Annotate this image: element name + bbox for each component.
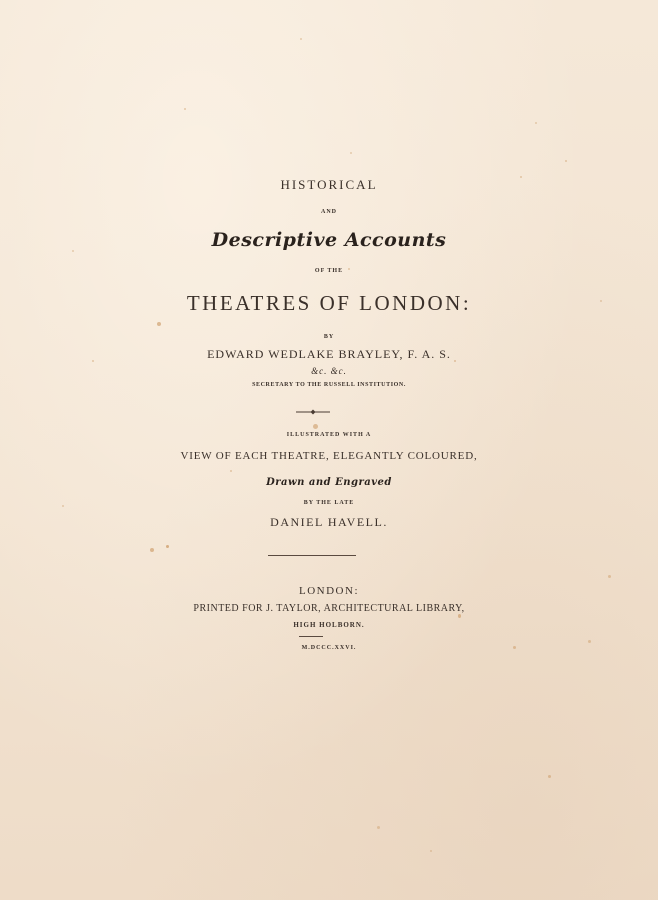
foxing-spot — [150, 548, 154, 552]
title-line-descriptive-accounts: Descriptive Accounts — [211, 229, 447, 251]
divider-rule — [268, 555, 356, 556]
imprint-year: M.DCCC.XXVI. — [301, 645, 357, 651]
ornamental-rule-icon — [296, 409, 330, 415]
foxing-spot — [548, 775, 551, 778]
foxing-spot — [157, 322, 161, 326]
illustrated-line: ILLUSTRATED WITH A — [286, 432, 372, 438]
title-line-of-the: OF THE — [314, 268, 344, 274]
title-line-theatres: THEATRES OF LONDON: — [186, 291, 472, 315]
foxing-spot — [300, 38, 302, 40]
foxing-spot — [184, 108, 186, 110]
by-the-late-line: BY THE LATE — [303, 500, 355, 506]
title-line-historical: HISTORICAL — [280, 177, 378, 192]
artist-name: DANIEL HAVELL. — [270, 515, 388, 529]
title-line-by: BY — [323, 334, 335, 340]
view-line: VIEW OF EACH THEATRE, ELEGANTLY COLOURED, — [180, 450, 478, 462]
short-rule — [299, 636, 323, 637]
imprint-printer: PRINTED FOR J. TAYLOR, ARCHITECTURAL LIBRARY, — [193, 603, 465, 614]
foxing-spot — [608, 575, 611, 578]
etc-mark: &c. &c. — [311, 366, 347, 376]
foxing-spot — [565, 160, 567, 162]
imprint-city: LONDON: — [299, 585, 359, 597]
foxing-spot — [430, 850, 432, 852]
foxing-spot — [588, 640, 591, 643]
foxing-spot — [377, 826, 380, 829]
drawn-engraved-line: Drawn and Engraved — [266, 477, 392, 488]
foxing-spot — [458, 614, 461, 618]
foxing-spot — [230, 470, 232, 472]
imprint-address: HIGH HOLBORN. — [293, 621, 365, 629]
foxing-spot — [313, 424, 318, 429]
title-line-and: AND — [321, 209, 337, 215]
foxing-spot — [535, 122, 537, 124]
author-position: SECRETARY TO THE RUSSELL INSTITUTION. — [252, 382, 406, 388]
foxing-spot — [166, 545, 169, 548]
author-name: EDWARD WEDLAKE BRAYLEY, F. A. S. — [207, 347, 451, 361]
foxing-spot — [350, 152, 352, 154]
